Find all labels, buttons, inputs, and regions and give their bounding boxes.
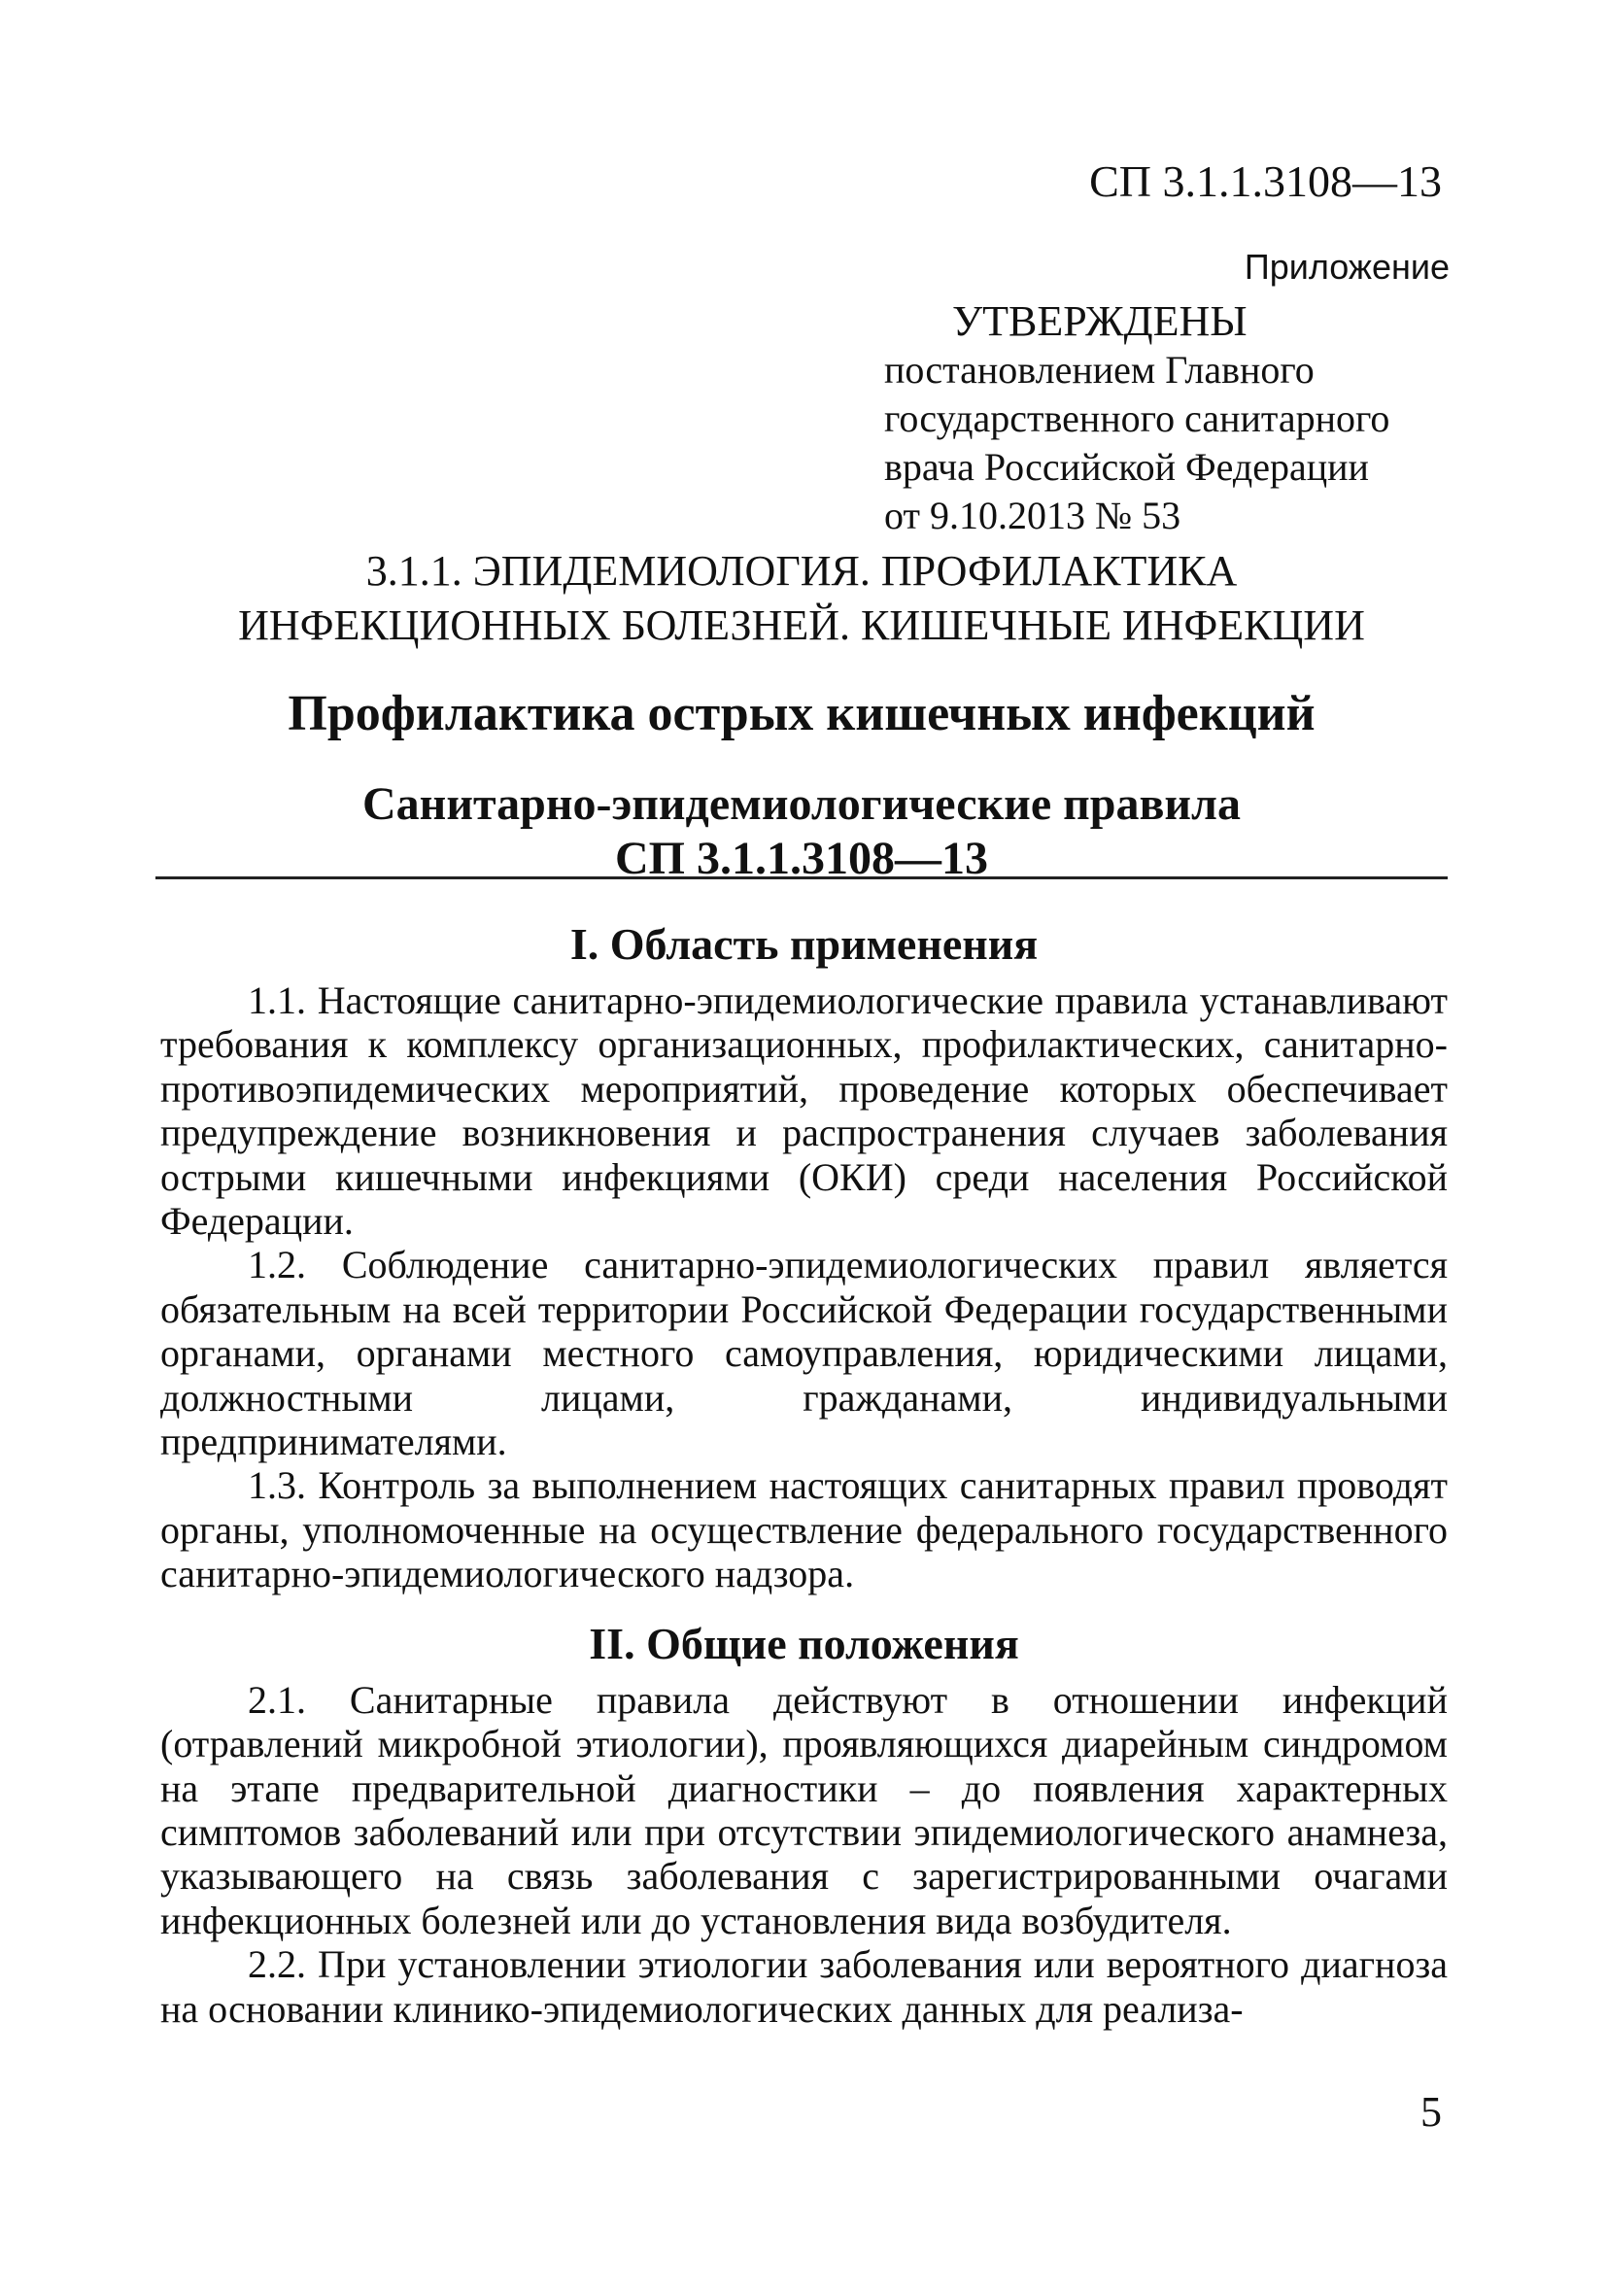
approval-block [884,243,1467,540]
subtitle-code: СП 3.1.1.3108—13 [615,833,988,884]
section-heading: I. Область применения [569,919,1039,969]
category-heading [155,544,1448,653]
section-heading: II. Общие положения [589,1618,1019,1668]
category-line: 3.1.1. ЭПИДЕМИОЛОГИЯ. ПРОФИЛАКТИКА [365,547,1238,595]
document-body [160,918,1448,2031]
subtitle-line: Санитарно-эпидемиологические правила [362,778,1241,830]
approval-line: государственного санитарного [884,396,1390,440]
appendix-label: Приложение [1244,247,1450,287]
page-number: 5 [1420,2088,1442,2136]
paragraph: 2.2. При установлении этиологии заболевания или вероятного диагноза на основании клинико-эпидемиологических данных для реализа- [160,1942,1448,2031]
document-title: Профилактика острых кишечных инфекций [288,686,1316,741]
paragraph: 2.1. Санитарные правила действуют в отношении инфекций (отравлений микробной этиологии), проявляющихся диарейным синдромом на этапе предварительной диагностики – до появления характерных симптомов заболеваний или при отсутствии эпидемиологического анамнеза, указывающего на связь заболевания с зарегистрированными очагами инфекционных болезней или до установления вида возбудителя. [160,1677,1448,1942]
document-subtitle [155,777,1448,886]
approved-label: УТВЕРЖДЕНЫ [952,297,1248,345]
paragraph: 1.1. Настоящие санитарно-эпидемиологические правила устанавливают требования к комплексу организационных, профилактических, санитарно-противоэпидемических мероприятий, проведение которых обеспечивает предупреждение возникновения и распространения случаев заболевания острыми кишечными инфекциями (ОКИ) среди населения Российской Федерации. [160,978,1448,1244]
approval-date: от 9.10.2013 № 53 [884,494,1181,537]
paragraph: 1.2. Соблюдение санитарно-эпидемиологических правил является обязательным на всей территории Российской Федерации государственными органами, органами местного самоуправления, юридическими лицами, должностными лицами, гражданами, индивидуальными предпринимателями. [160,1243,1448,1464]
approval-line: врача Российской Федерации [884,445,1369,489]
title-divider [155,876,1448,879]
paragraph: 1.3. Контроль за выполнением настоящих санитарных правил проводят органы, уполномоченные на осуществление федерального государственного санитарно-эпидемиологического надзора. [160,1463,1448,1596]
category-line: ИНФЕКЦИОННЫХ БОЛЕЗНЕЙ. КИШЕЧНЫЕ ИНФЕКЦИИ [238,601,1365,649]
approval-line: постановлением Главного [884,348,1315,392]
document-code: СП 3.1.1.3108—13 [1089,156,1442,206]
